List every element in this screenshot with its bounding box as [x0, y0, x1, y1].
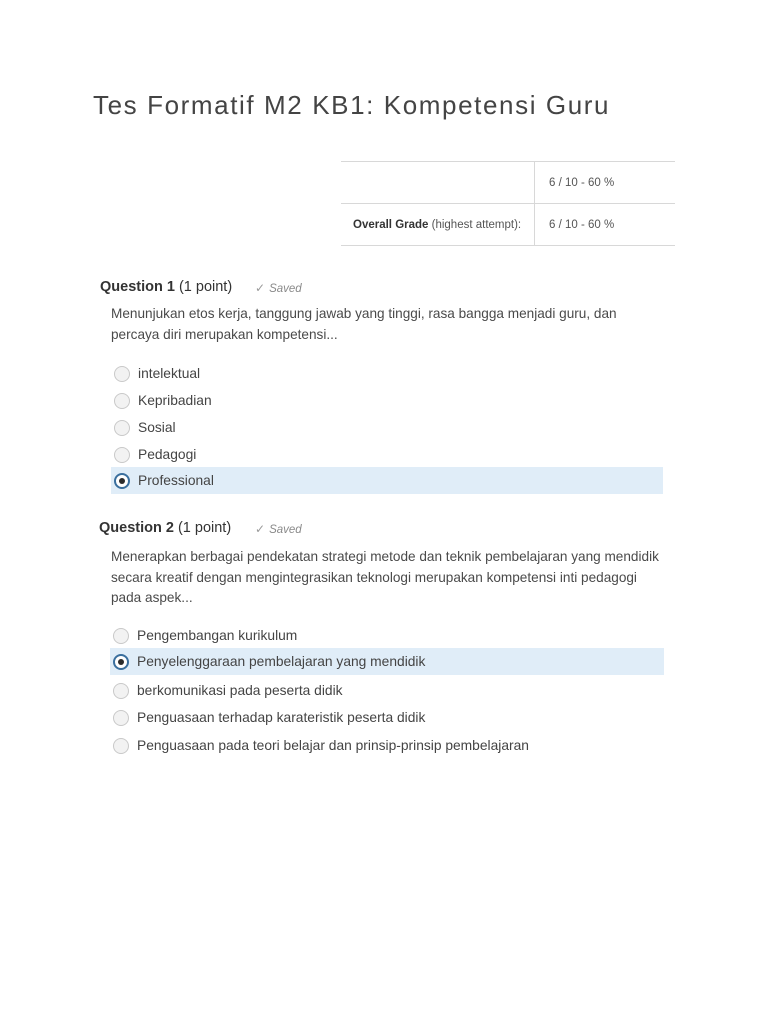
option-label: Penguasaan terhadap karateristik peserta didik — [137, 710, 426, 725]
option-label: Pedagogi — [138, 447, 197, 462]
question-header — [99, 520, 231, 536]
saved-status: ✓ Saved — [255, 281, 302, 295]
saved-status: ✓ Saved — [255, 522, 302, 536]
checkmark-icon: ✓ — [255, 281, 266, 295]
question-points: (1 point) — [178, 279, 233, 295]
answer-option[interactable] — [110, 622, 664, 649]
radio-selected-icon[interactable] — [114, 473, 130, 489]
answer-option[interactable] — [110, 732, 664, 759]
page-title: Tes Formatif M2 KB1: Kompetensi Guru — [93, 90, 611, 120]
radio-icon[interactable] — [114, 393, 130, 409]
grade-table — [341, 161, 675, 246]
answer-option[interactable] — [111, 387, 663, 414]
option-label: intelektual — [138, 366, 201, 381]
question-text: Menerapkan berbagai pendekatan strategi metode dan teknik pembelajaran yang mendidik secara kreatif dengan mengintegrasikan teknologi merupakan kompetensi inti pedagogi pada aspek... — [111, 549, 659, 605]
option-label: Professional — [138, 473, 214, 488]
question-number: Question 2 — [99, 520, 174, 536]
option-label: Penguasaan pada teori belajar dan prinsip-prinsip pembelajaran — [137, 738, 529, 753]
checkmark-icon: ✓ — [255, 522, 266, 536]
radio-icon[interactable] — [114, 447, 130, 463]
answer-option[interactable] — [111, 441, 663, 468]
option-label: Sosial — [138, 420, 176, 435]
radio-icon[interactable] — [113, 683, 129, 699]
question-number: Question 1 — [100, 279, 175, 295]
question-text: Menunjukan etos kerja, tanggung jawab yang tinggi, rasa bangga menjadi guru, dan percaya diri merupakan kompetensi... — [111, 306, 617, 342]
option-label: berkomunikasi pada peserta didik — [137, 683, 343, 698]
overall-grade-value: 6 / 10 - 60 % — [535, 204, 676, 246]
answer-option[interactable] — [111, 360, 663, 387]
option-label: Penyelenggaraan pembelajaran yang mendidik — [137, 654, 426, 669]
radio-icon[interactable] — [113, 628, 129, 644]
option-label: Kepribadian — [138, 393, 212, 408]
answer-option-selected[interactable] — [110, 648, 664, 675]
answer-option[interactable] — [111, 414, 663, 441]
radio-icon[interactable] — [114, 366, 130, 382]
grade-row — [341, 162, 675, 204]
question-points: (1 point) — [177, 520, 232, 536]
answer-option-selected[interactable] — [111, 467, 663, 494]
question-header — [100, 279, 232, 295]
radio-icon[interactable] — [113, 738, 129, 754]
overall-grade-label: Overall Grade (highest attempt): — [341, 204, 535, 246]
radio-icon[interactable] — [113, 710, 129, 726]
option-label: Pengembangan kurikulum — [137, 628, 298, 643]
grade-label — [341, 162, 535, 204]
radio-icon[interactable] — [114, 420, 130, 436]
answer-option[interactable] — [110, 704, 664, 731]
grade-value: 6 / 10 - 60 % — [535, 162, 676, 204]
grade-row-overall — [341, 204, 675, 246]
answer-option[interactable] — [110, 677, 664, 704]
radio-selected-icon[interactable] — [113, 654, 129, 670]
